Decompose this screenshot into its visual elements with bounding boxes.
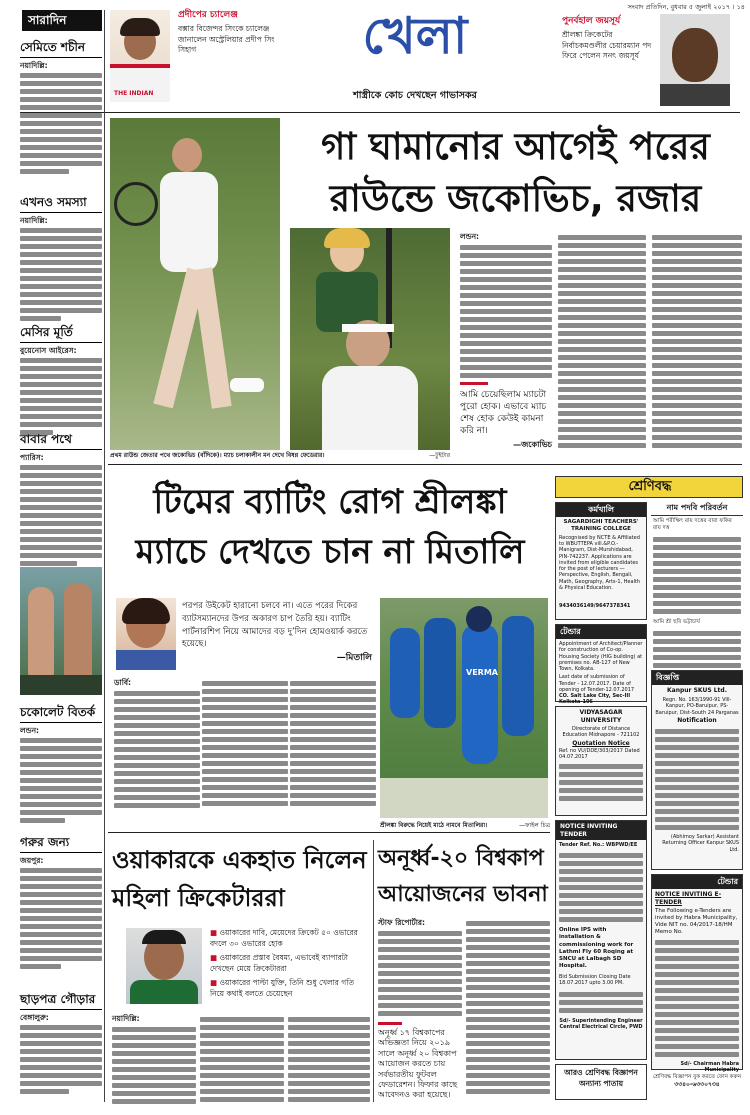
teaser-shirt-text: THE INDIAN: [114, 90, 154, 97]
masthead-subhead: শাস্ত্রীকে কোচ দেখছেন গাভাসকর: [353, 90, 477, 101]
fourth-body-col-2: [466, 918, 550, 1102]
teaser-right-title: পুনর্বহাল জয়সূর্য: [562, 16, 621, 26]
sidebar-label: সারাদিন: [22, 10, 102, 31]
classified-ad-job[interactable]: [555, 502, 647, 620]
second-dateline: ডার্বি:: [114, 678, 132, 687]
karmakhali-heading: কর্মখালি: [556, 503, 646, 517]
sidebar: [20, 40, 102, 1102]
lead-quote-by: —জকোভিচ: [513, 439, 552, 449]
fourth-headline-2[interactable]: আয়োজনের ভাবনা: [378, 882, 548, 907]
second-body-col-1: [114, 678, 200, 806]
ad2-text: Appointment of Architect/Planner for construction of Co-op. Housing Society (HIG building) at premises no. AB-127 of New Town, Kolkata.: [559, 641, 643, 672]
ad4-text: Online IPS with installation & commissioning work for Lathmi Fly 60 Roqing at SNCU at Lalbagh SD Hospital.: [559, 927, 634, 969]
lead-quote-box: [460, 382, 552, 462]
masthead-rule: [20, 112, 740, 113]
sidebar-item-title: ছাড়পত্র গৌড়ার: [20, 992, 102, 1010]
lead-photo-djokovic: [110, 118, 280, 450]
third-body-col-3: [288, 1014, 370, 1102]
classified-more[interactable]: [555, 1064, 647, 1100]
fourth-headline-1[interactable]: অনূর্ধ্ব-২০ বিশ্বকাপ: [378, 846, 544, 871]
third-dateline: নয়াদিল্লি:: [112, 1014, 140, 1023]
sidebar-item-title: গরুর জন্য: [20, 835, 102, 853]
sidebar-item-lead: নয়াদিল্লি:: [20, 216, 48, 225]
bullet-item: ■ ওয়াকারের প্রস্তাব বৈষম্য, এভাবেই ব্যাপারটা দেখছেন মেয়ে ক্রিকেটাররা: [210, 953, 348, 973]
masthead: [0, 0, 750, 112]
sidebar-item-lead: প্যারিস:: [20, 453, 44, 462]
ad8-lead: আমি শ্রী ছবি ভট্টাচার্য: [653, 618, 700, 625]
footer-phone: ৩৩৪০-৬৩৩০৭৩৪: [674, 1080, 720, 1088]
ad6-footer: Sd/- Chairman Habra Municipality: [680, 1060, 739, 1073]
second-story-rule: [108, 832, 550, 833]
ad3-ref: Ref. no VU/DDE/303/2017 Dated 04.07.2017: [559, 748, 640, 761]
second-headline-1[interactable]: টিমের ব্যাটিং রোগ শ্রীলঙ্কা: [153, 482, 507, 522]
ad5-sign: (Abhimoy Sarkar) Assistant Returning Officer Kanpur SKUS Ltd.: [662, 833, 739, 853]
classifieds-title: শ্রেণিবদ্ধ: [628, 479, 672, 494]
second-headline-2[interactable]: ম্যাচে দেখতে চান না মিতালি: [135, 532, 525, 572]
teaser-photo-right: [660, 14, 730, 106]
ad3-quotation: Quotation Notice: [572, 739, 630, 747]
lead-body-col-1: [460, 232, 552, 382]
mithali-quote-by: —মিতালি: [336, 653, 372, 663]
ad3-title: VIDYASAGAR UNIVERSITY: [579, 709, 623, 724]
ad1-title: SAGARDIGHI TEACHERS' TRAINING COLLEGE: [563, 519, 639, 532]
tender-heading-right: টেন্ডার: [652, 875, 742, 889]
sidebar-divider: [104, 10, 105, 1102]
ad2-address: CO. Salt Lake City, Sec-III Kolkata-106: [559, 693, 631, 706]
sidebar-item: [20, 992, 102, 1102]
date-line: সংবাদ প্রতিদিন, বুধবার ৫ জুলাই ২০১৭ । ১৪: [627, 3, 745, 11]
sidebar-item-title: মেসির মূর্তি: [20, 325, 102, 343]
lead-body-col-2: [558, 232, 646, 457]
sidebar-item-lead: বেঙ্গালুরু:: [20, 1013, 49, 1022]
teaser-left-text: বক্সার বিজেন্দর সিংকে চ্যালেঞ্জ জানালেন অস্ট্রেলিয়ার প্রদীপ সিং সিহাগ: [178, 24, 275, 55]
cricket-team-photo: [380, 598, 548, 818]
mithali-photo: [116, 598, 176, 670]
name-change-heading: নাম পদবি পরিবর্তন: [651, 502, 743, 516]
fourth-pullquote-text: অনূর্ধ্ব ১৭ বিশ্বকাপের অভিজ্ঞতা নিয়ে ২০১৯ সালে অনূর্ধ্ব ২০ বিশ্বকাপ আয়োজন করতে চায় সর্বভারতীয় ফুটবল ফেডারেশন। ফিফার কাছে আবেদনও করা হয়েছে।: [378, 1028, 458, 1100]
teaser-left: [178, 10, 278, 80]
lead-dateline: লন্ডন:: [460, 232, 480, 241]
sidebar-item: [20, 195, 102, 345]
ad2-dates: Last date of submission of Tender - 12.07.2017. Date of opening of Tender-12.07.2017: [559, 674, 635, 693]
second-body-col-2: [202, 678, 288, 806]
fourth-body-col-1: [378, 918, 462, 1018]
ad5-text: Regn. No. 163/1990-91 Vill-Kanpur, PO-Baruipur, PS-Baruipur, Dist-South 24 Parganas: [655, 696, 739, 716]
sidebar-item: [20, 325, 102, 435]
second-photo-credit: —ফাইল চিত্র: [519, 822, 550, 829]
lead-photo-caption: প্রথম রাউন্ড জেতার পথে জকোভিচ (বাঁদিকে)। ম্যাচ চলাকালীন মন দেখে বিষণ্ণ ফেডেরার।: [110, 452, 325, 459]
second-body-col-3: [290, 678, 376, 806]
third-bullets: [210, 928, 370, 1008]
ad6-title: NOTICE INVITING E-TENDER: [655, 891, 722, 906]
sidebar-item: [20, 40, 102, 190]
lead-photo-credit: —টুইটার: [429, 452, 450, 459]
ad3-subtitle: Directorate of Distance Education Midnapore - 721102: [562, 726, 640, 739]
sidebar-item-title: চকোলেট বিতর্ক: [20, 705, 102, 723]
teaser-right-text: শ্রীলঙ্কা ক্রিকেটের নির্বাচকমণ্ডলীর চেয়ারম্যান পদ ফিরে পেলেন সনৎ জয়সূর্য: [562, 30, 652, 61]
sidebar-item-lead: লন্ডন:: [20, 726, 40, 735]
ad4-title: NOTICE INVITING TENDER: [556, 821, 646, 840]
lead-photo-federer: [290, 228, 450, 450]
classified-ad-pwd-tender[interactable]: [555, 820, 647, 1060]
jersey-name: VERMA: [466, 668, 498, 677]
sidebar-item: [20, 705, 102, 825]
classifieds-header: [555, 476, 743, 498]
lead-body-col-3: [652, 232, 742, 457]
bullet-item: ■ ওয়াকারের দাবি, মেয়েদের ক্রিকেট ৫০ ওভারের বদলে ৩০ ওভারের হোক: [210, 928, 358, 948]
ad5-heading: Notification: [677, 717, 717, 724]
classified-ad-university[interactable]: [555, 706, 647, 816]
ad1-text: Recognised by NCTE & Affiliated to WBUTTEPA vill.&P.O.-Manigram, Dist-Murshidabad, PIN-742237. Applications are invited from eligible candidates for the post of lecturers — Perspective, English, Bengali, Math, Geography, Arts-1, Health & Physical Education.: [559, 534, 641, 591]
sidebar-item-lead: নয়াদিল্লি:: [20, 61, 48, 70]
ad4-ref: Tender Ref. No.: WBPWD/EE: [559, 842, 638, 848]
waqar-photo: [126, 928, 202, 1004]
teaser-right: [562, 16, 658, 96]
teaser-photo-left: [110, 10, 170, 102]
ad6-text: The Following e-Tenders are invited by Habra Municipality, Vide NIT no. 04/2017-18/HM Memo No.: [655, 908, 738, 936]
footer-contact: শ্রেণিবদ্ধ বিজ্ঞাপন বুক করতে ফোন করুন: [652, 1074, 742, 1080]
classified-e-tender[interactable]: [651, 874, 743, 1073]
classified-notification[interactable]: [651, 670, 743, 870]
classifieds-section: [555, 476, 743, 1102]
mithali-quote: [182, 600, 372, 670]
classified-footer: [651, 1074, 743, 1100]
sidebar-item-title: বাবার পথে: [20, 432, 102, 450]
bigyapti-heading: বিজ্ঞপ্তি: [652, 671, 742, 685]
lead-headline-2[interactable]: রাউন্ডে জকোভিচ, রজার: [329, 177, 702, 220]
sidebar-photo: [20, 567, 102, 695]
third-body-col-1: [112, 1014, 196, 1102]
tender-heading: টেন্ডার: [556, 625, 646, 639]
sidebar-item: [20, 835, 102, 985]
lead-headline-1[interactable]: গা ঘামানোর আগেই পরের: [321, 125, 710, 168]
ad-summary: আরও শ্রেণিবদ্ধ বিজ্ঞাপন অন্যান্য পাতায়: [564, 1068, 638, 1088]
lead-quote-text: আমি চেয়েছিলাম ম্যাচটা পুরো হোক। এভাবে ম্যাচ শেষ হোক কেউই কামনা করি না।: [460, 390, 547, 437]
second-photo-caption: শ্রীলঙ্কা বিরুদ্ধে নিয়েই মাঠে নামবে মিতালিরা।: [380, 822, 488, 829]
ad4-dates: Bid Submission Closing Date 18.07.2017 upto 3.00 PM.: [559, 974, 631, 987]
bullet-item: ■ ওয়াকারের পাল্টা যুক্তি, তিনি শুধু খেলার গতি নিয়ে কথাই বলতে চেয়েছেন: [210, 978, 354, 998]
sidebar-item-title: এখনও সমস্যা: [20, 195, 102, 213]
third-headline-1[interactable]: ওয়াকারকে একহাত নিলেন: [112, 846, 367, 874]
ad4-footer: Sd/- Superintending Engineer Central Electrical Circle, PWD: [559, 1017, 643, 1030]
teaser-left-title: প্রদীপের চ্যালেঞ্জ: [178, 10, 238, 20]
classified-name-change[interactable]: [651, 502, 743, 666]
fourth-dateline: স্টাফ রিপোর্টার:: [378, 918, 426, 927]
sidebar-item-title: সেমিতে শচীন: [20, 40, 102, 58]
ad5-title: Kanpur SKUS Ltd.: [667, 687, 727, 694]
mithali-quote-text: পরপর উইকেট হারানো চলবে না। এতে পরের দিকের ব্যাটসম্যানদের উপর অকারণ চাপ তৈরি হয়। ব্যাটিং পার্টনারশিপ নিয়ে আমাদের বড় দু’দিন হোমওয়ার্ক করতে হয়েছে।: [182, 601, 368, 650]
third-fourth-divider: [373, 840, 374, 1102]
ad7-lead: আমি পরীক্ষিৎ রায় দত্তের বাবা ফকির রায় দত্ত: [653, 518, 732, 531]
classified-ad-tender[interactable]: [555, 624, 647, 706]
masthead-title: খেলা: [362, 7, 468, 65]
sidebar-item-lead: জয়পুর:: [20, 856, 44, 865]
third-headline-2[interactable]: মহিলা ক্রিকেটাররা: [112, 884, 285, 912]
ad1-phone: 9434036149/9647378341: [559, 602, 631, 609]
third-body-col-2: [200, 1014, 284, 1102]
fourth-pullquote: [378, 1022, 464, 1102]
lead-story-rule: [108, 464, 742, 465]
sidebar-item-lead: বুয়েনোস আইরেস:: [20, 346, 77, 355]
